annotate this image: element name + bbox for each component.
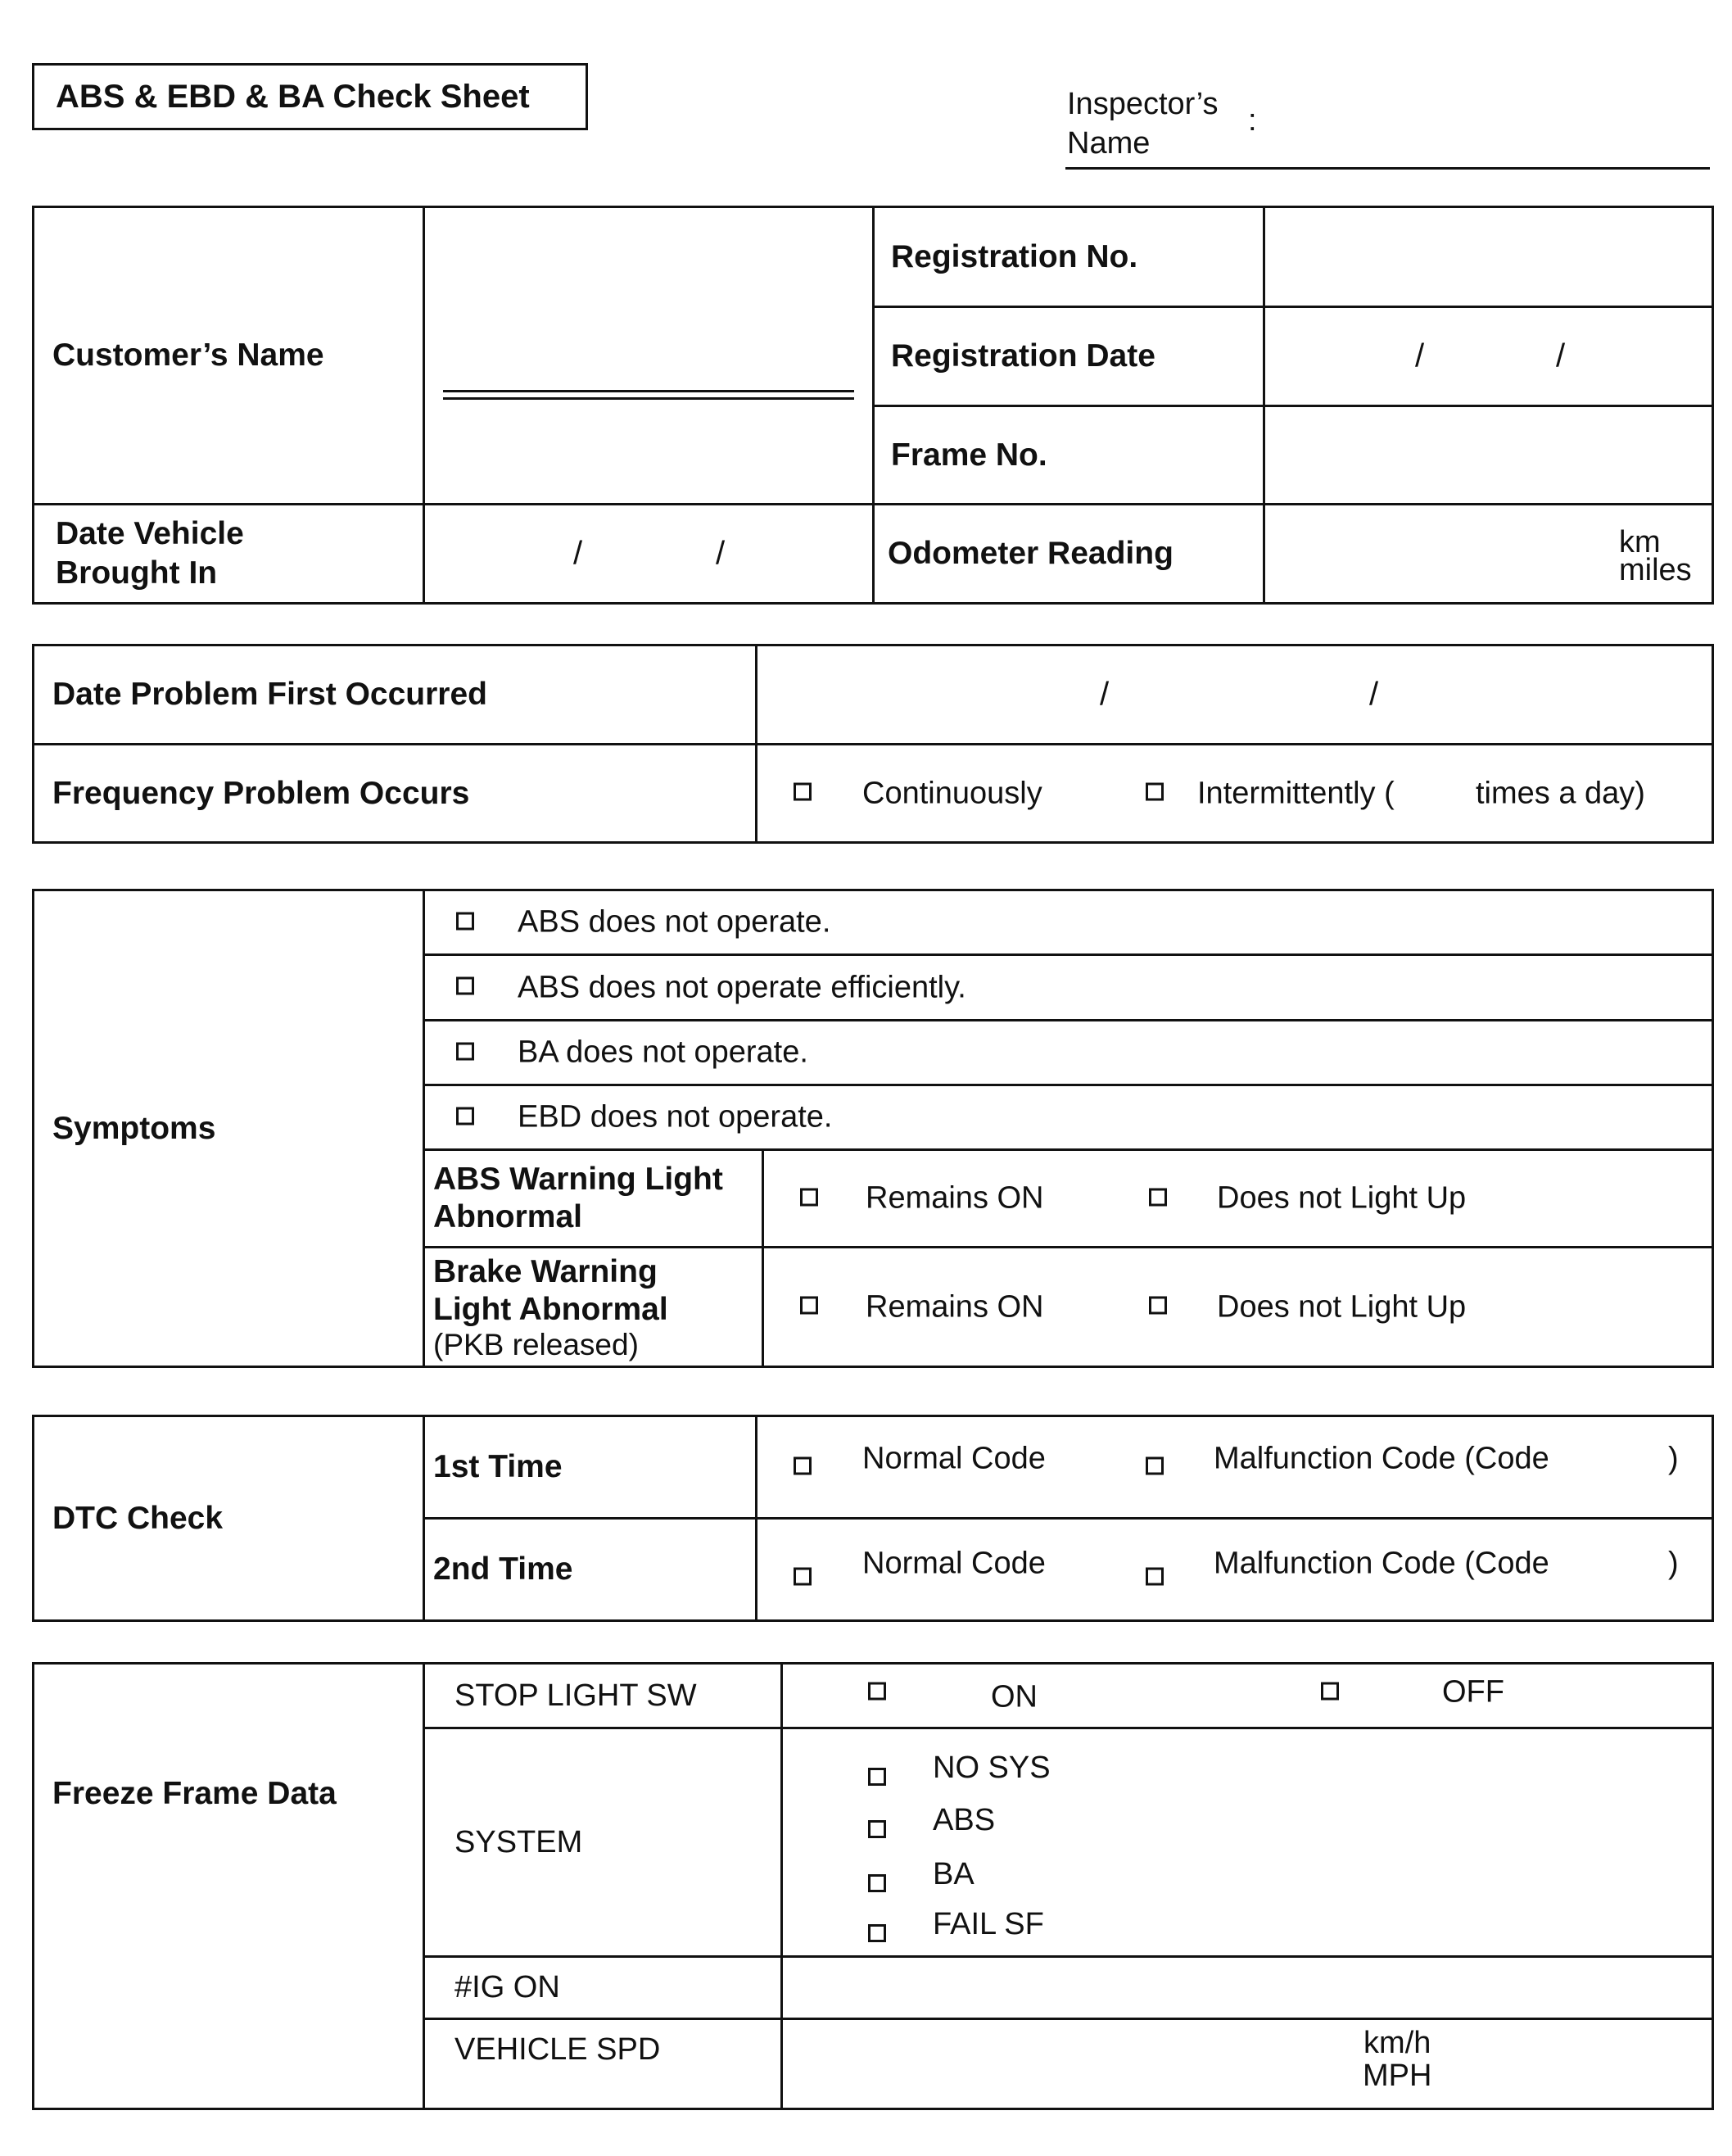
customer-name-field[interactable] [424, 207, 874, 505]
vehicle-info-table [32, 206, 1714, 605]
symptom-row [424, 955, 1713, 1021]
date-brought-in-field[interactable] [424, 505, 874, 604]
checkbox-ba[interactable] [868, 1867, 886, 1902]
dtc-first-options [757, 1416, 1713, 1519]
problem-table [32, 644, 1714, 844]
symptoms-label: Symptoms [34, 890, 424, 1367]
registration-date-field[interactable] [1264, 307, 1713, 406]
off-label: OFF [1442, 1674, 1504, 1710]
symptoms-table [32, 889, 1714, 1368]
checkbox-abs-not-operate[interactable] [456, 905, 474, 940]
vehicle-spd-label: VEHICLE SPD [424, 2019, 782, 2109]
registration-date-label: Registration Date [874, 307, 1264, 406]
date-slash: / [1100, 676, 1110, 713]
checkbox-icon [456, 1042, 474, 1060]
symptom-text: BA does not operate. [518, 1035, 808, 1070]
inspector-name-field[interactable] [1065, 167, 1710, 170]
unit-kmh: km/h [1363, 2026, 1431, 2060]
ig-on-field[interactable] [782, 1957, 1713, 2019]
date-slash: / [716, 535, 726, 572]
symptom-text: EBD does not operate. [518, 1099, 833, 1135]
checkbox-icon [456, 912, 474, 930]
checkbox-icon [1321, 1683, 1339, 1701]
frame-no-label: Frame No. [874, 406, 1264, 505]
intermittently-label: Intermittently ( [1197, 776, 1395, 810]
system-option-label: ABS [933, 1803, 996, 1837]
checkbox-fail-sf[interactable] [868, 1917, 886, 1952]
checkbox-icon [868, 1874, 886, 1892]
checkbox-icon [868, 1768, 886, 1786]
date-slash: / [1369, 676, 1379, 713]
checkbox-icon [456, 1107, 474, 1125]
on-label: ON [991, 1679, 1038, 1714]
dtc-check-label: DTC Check [34, 1416, 424, 1621]
stop-light-options [782, 1664, 1713, 1728]
date-slash: / [573, 535, 583, 572]
frame-no-field[interactable] [1264, 406, 1713, 505]
dtc-check-table [32, 1415, 1714, 1622]
ig-on-label: #IG ON [424, 1957, 782, 2019]
symptom-row [424, 1021, 1713, 1085]
brake-warning-options [763, 1248, 1713, 1367]
date-brought-in-label: Date Vehicle Brought In [34, 505, 424, 604]
frequency-options [757, 745, 1713, 843]
checkbox-stop-light-on[interactable] [868, 1675, 886, 1710]
checkbox-icon [868, 1924, 886, 1942]
checkbox-icon [868, 1683, 886, 1701]
check-sheet-title: ABS & EBD & BA Check Sheet [32, 63, 588, 130]
checkbox-abs-not-efficient[interactable] [456, 970, 474, 1005]
date-slash: / [1415, 337, 1425, 374]
unit-miles: miles [1619, 553, 1692, 587]
checkbox-icon [800, 1297, 818, 1315]
checkbox-icon [800, 1188, 818, 1206]
symptom-row [424, 890, 1713, 955]
checkbox-stop-light-off[interactable] [1321, 1675, 1339, 1710]
customer-name-underline [443, 390, 854, 400]
date-first-occurred-label: Date Problem First Occurred [34, 645, 757, 745]
abs-warning-options [763, 1150, 1713, 1248]
odometer-field[interactable] [1264, 505, 1713, 604]
inspector-colon: : [1248, 103, 1257, 138]
checkbox-second-malfunction[interactable] [1146, 1560, 1164, 1595]
malfunction-code-label: Malfunction Code (Code [1214, 1546, 1549, 1581]
date-slash: / [1556, 337, 1566, 374]
abs-warning-light-label: ABS Warning Light Abnormal [424, 1150, 763, 1248]
checkbox-icon [1149, 1188, 1167, 1206]
brake-warning-light-label: Brake Warning Light Abnormal (PKB released) [424, 1248, 763, 1367]
checkbox-ebd-not-operate[interactable] [456, 1100, 474, 1135]
date-first-occurred-field[interactable] [757, 645, 1713, 745]
checkbox-icon [1146, 1567, 1164, 1585]
checkbox-abs[interactable] [868, 1813, 886, 1848]
normal-code-label: Normal Code [862, 1546, 1046, 1581]
checkbox-continuously[interactable] [794, 776, 812, 811]
checkbox-no-sys[interactable] [868, 1760, 886, 1796]
stop-light-sw-label: STOP LIGHT SW [424, 1664, 782, 1728]
registration-no-field[interactable] [1264, 207, 1713, 307]
continuously-label: Continuously [862, 776, 1042, 810]
checkbox-icon [456, 977, 474, 995]
frequency-label: Frequency Problem Occurs [34, 745, 757, 843]
checkbox-icon [1146, 783, 1164, 801]
checkbox-icon [868, 1820, 886, 1838]
dtc-first-time-label: 1st Time [424, 1416, 757, 1519]
remains-on-label: Remains ON [866, 1289, 1044, 1324]
close-paren: ) [1668, 1441, 1679, 1476]
does-not-light-label: Does not Light Up [1217, 1180, 1467, 1216]
checkbox-intermittently[interactable] [1146, 776, 1164, 811]
system-option-label: BA [933, 1857, 975, 1891]
unit-km: km [1619, 525, 1661, 559]
system-label: SYSTEM [424, 1728, 782, 1957]
checkbox-ba-not-operate[interactable] [456, 1035, 474, 1071]
normal-code-label: Normal Code [862, 1441, 1046, 1476]
system-option-label: NO SYS [933, 1751, 1051, 1785]
does-not-light-label: Does not Light Up [1217, 1289, 1467, 1324]
dtc-second-options [757, 1519, 1713, 1621]
freeze-frame-label: Freeze Frame Data [34, 1664, 424, 2109]
system-option-label: FAIL SF [933, 1907, 1044, 1941]
times-a-day-label: times a day) [1476, 776, 1645, 810]
remains-on-label: Remains ON [866, 1180, 1044, 1216]
symptom-text: ABS does not operate. [518, 904, 831, 940]
vehicle-spd-field[interactable] [782, 2019, 1713, 2109]
malfunction-code-label: Malfunction Code (Code [1214, 1441, 1549, 1476]
freeze-frame-table [32, 1662, 1714, 2110]
symptom-text: ABS does not operate efficiently. [518, 970, 966, 1004]
customer-name-label: Customer’s Name [34, 207, 424, 505]
odometer-label: Odometer Reading [874, 505, 1264, 604]
dtc-second-time-label: 2nd Time [424, 1519, 757, 1621]
inspector-name-label: Inspector’s Name [1067, 87, 1219, 161]
unit-mph: MPH [1363, 2059, 1432, 2093]
checkbox-icon [1146, 1456, 1164, 1474]
close-paren: ) [1668, 1546, 1679, 1581]
checkbox-first-malfunction[interactable] [1146, 1450, 1164, 1485]
checkbox-brake-remains-on[interactable] [800, 1289, 818, 1325]
system-options [782, 1728, 1713, 1957]
checkbox-abs-remains-on[interactable] [800, 1181, 818, 1216]
checkbox-abs-does-not-light[interactable] [1149, 1181, 1167, 1216]
checkbox-icon [794, 1567, 812, 1585]
checkbox-icon [794, 783, 812, 801]
symptom-row [424, 1085, 1713, 1150]
checkbox-second-normal[interactable] [794, 1560, 812, 1595]
registration-no-label: Registration No. [874, 207, 1264, 307]
checkbox-brake-does-not-light[interactable] [1149, 1289, 1167, 1325]
checkbox-icon [794, 1456, 812, 1474]
checkbox-icon [1149, 1297, 1167, 1315]
checkbox-first-normal[interactable] [794, 1450, 812, 1485]
